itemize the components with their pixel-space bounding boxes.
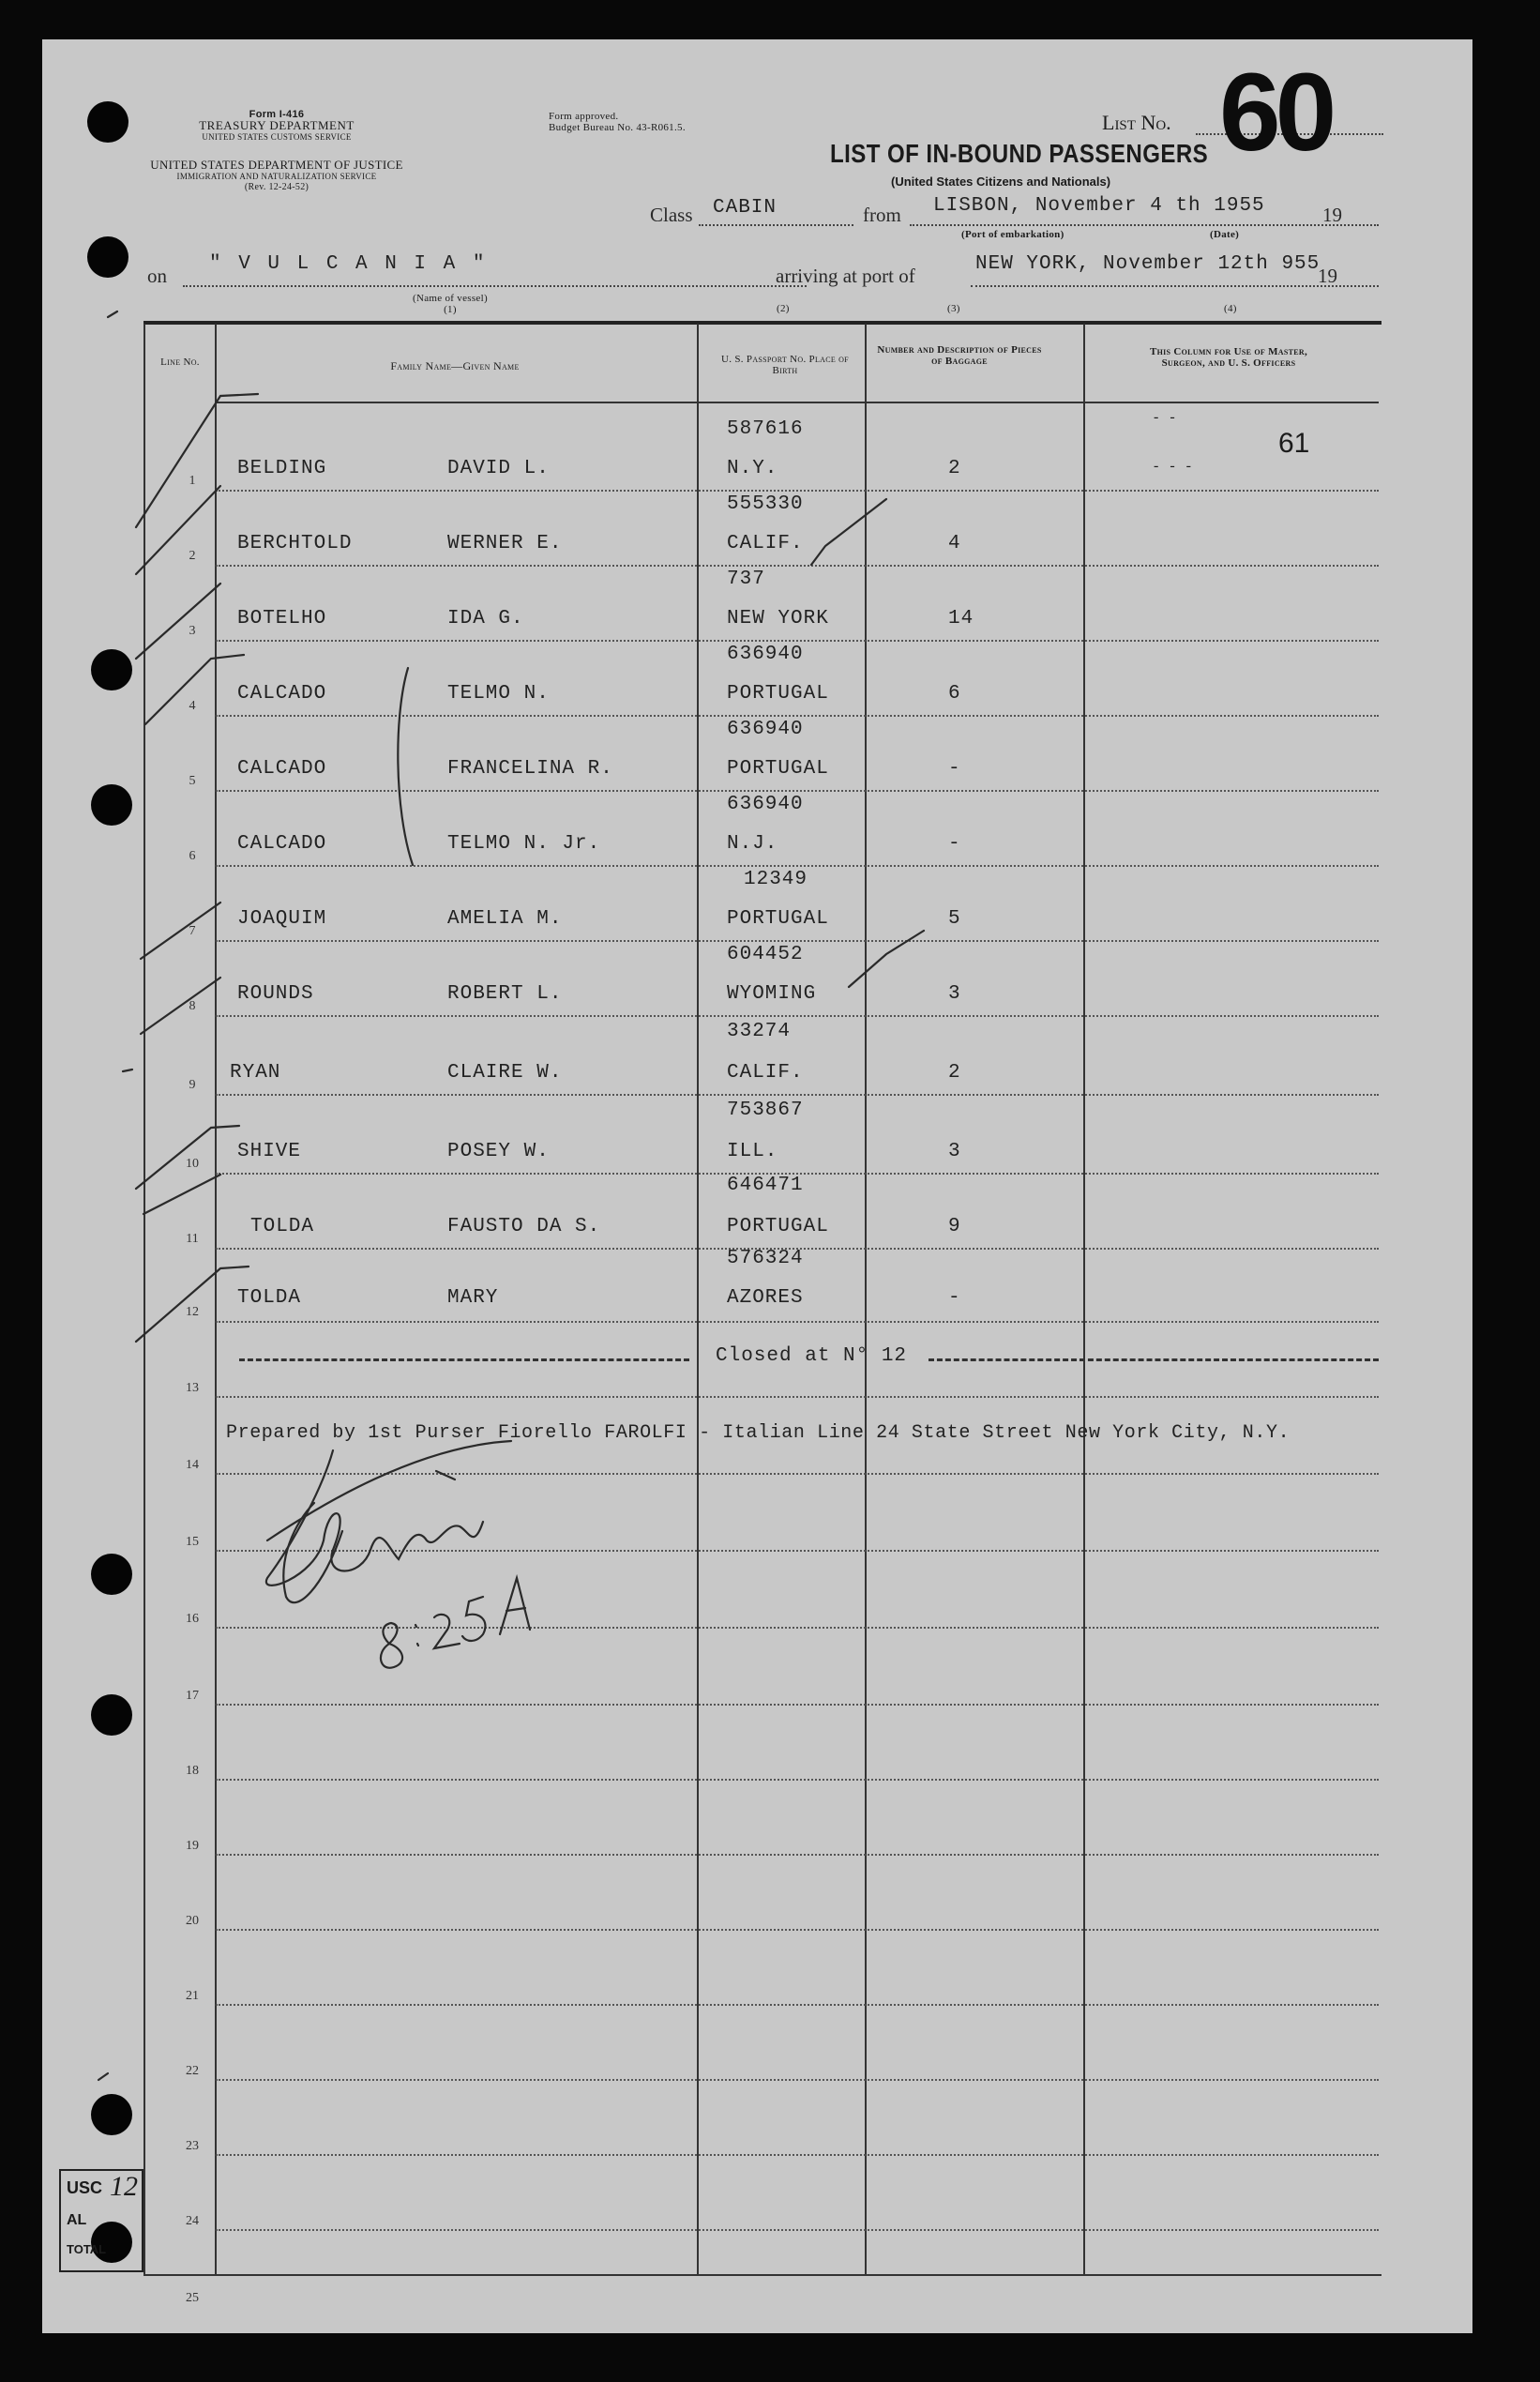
line-number: 15 [186,1535,199,1549]
given-name: MARY [447,1287,499,1309]
given-name: POSEY W. [447,1141,550,1162]
family-name: CALCADO [237,833,327,855]
closed-note: Closed at N° 12 [716,1345,908,1367]
date-caption: (Date) [1210,229,1240,240]
customs-service: UNITED STATES CUSTOMS SERVICE [202,132,352,142]
passport-number: 587616 [727,418,804,440]
col-header-line-no: Line No. [160,357,200,368]
line-number: 2 [189,549,196,563]
passenger-list-sheet: Form I-416 TREASURY DEPARTMENT UNITED STATES CUSTOMS SERVICE UNITED STATES DEPARTMENT OF JUSTICE IMMIGRATION AND NATURALIZATION SERVICE (Rev. 12-24-52) Form approved. Budget Bureau No. 43-R061.5. List No. 60 LIST OF IN-BOUND PASSENGERS (United States Citizens and Nationals) Class CABIN from LISBON, November 4 th 1955 19 (Port of embarkation) (Date) on " V U L C A N I A " (Name of vessel) (1) arriving at port of NEW YORK, November 12th 955 19 (2) (3) (4) Line No. Family Name—Given Name U. S. Passport No. Place of Birth Number and Description of Pieces of Baggage This Column for Use of Master, Surgeon, and U. S. Officers - - - - - 61 1 BELDING DAVID L. 587616 N.Y. 2 2 BERCHTOLD WERNER E. 555330 CALIF. 4 3 BOTELHO IDA G. 737 NEW YORK 14 4 CALCADO TELMO N. 636940 PORTUGAL 6 5 CALCADO FRANCELINA R. 636940 PORTUGAL - 6 CALCADO TELMO N. Jr. 636940 N.J. - 7 JOAQUIM AMELIA M. 12349 PORTUGAL 5 8 ROUNDS ROBERT L. 604452 WYOMING 3 9 RYAN CLAIRE W. 33274 CALIF. 2 10 SHIVE POSEY W. 753867 ILL. 3 11 TOLDA FAUSTO DA S. 646471 PORTUGAL 9 12 TOLDA MARY 576324 AZORES - 13 14 15 16 17 18 19 20 21 22 23 24 25 Closed at N° 12 Prepared by 1st Purser Fiorello FAROLFI - Italian Line 24 State Street New York City, N.Y. USC 12 AL TOTAL [42,39,1472,2333]
birth-place: AZORES [727,1287,804,1309]
given-name: TELMO N. [447,683,550,705]
family-name: CALCADO [237,758,327,780]
birth-place: PORTUGAL [727,1216,829,1237]
list-number: 60 [1219,51,1332,174]
page-subtitle: (United States Citizens and Nationals) [891,174,1111,189]
column-1-caption: (1) [444,304,457,315]
justice-department: UNITED STATES DEPARTMENT OF JUSTICE [150,158,403,172]
line-number: 21 [186,1989,199,2003]
col-header-officers: This Column for Use of Master, Surgeon, and U. S. Officers [1149,346,1307,369]
baggage-count: - [948,758,961,780]
stamp-label: AL [67,2212,87,2228]
baggage-count: 3 [948,983,961,1005]
page-title: LIST OF IN-BOUND PASSENGERS [830,139,1209,168]
vessel-name: " V U L C A N I A " [209,253,488,275]
line-number: 12 [186,1305,199,1319]
passport-number: 636940 [727,719,804,740]
baggage-count: - [948,833,961,855]
family-name: ROUNDS [237,983,314,1005]
form-approved: Form approved. [549,111,619,122]
column-2-caption: (2) [777,303,790,314]
col-header-name: Family Name—Given Name [390,359,520,372]
stamp-label: USC [67,2178,103,2197]
line-number: 3 [189,624,196,638]
arriving-label: arriving at port of [776,265,915,287]
on-label: on [147,265,167,287]
line-number: 9 [189,1078,196,1092]
passport-number: 604452 [727,944,804,965]
passport-number: 12349 [744,869,808,890]
passport-number: 646471 [727,1175,804,1196]
birth-place: PORTUGAL [727,683,829,705]
birth-place: CALIF. [727,1062,804,1084]
baggage-count: 6 [948,683,961,705]
given-name: WERNER E. [447,533,563,554]
passport-number: 636940 [727,644,804,665]
list-no-label: List No. [1102,111,1171,134]
family-name: TOLDA [250,1216,315,1237]
column-4-caption: (4) [1224,303,1237,314]
given-name: CLAIRE W. [447,1062,563,1084]
line-number: 20 [186,1914,199,1928]
form-number: Form I-416 [249,109,305,120]
baggage-count: 2 [948,1062,961,1084]
line-number: 5 [189,774,196,788]
line-number: 22 [186,2064,199,2078]
line-number: 14 [186,1458,199,1472]
budget-bureau: Budget Bureau No. 43-R061.5. [549,122,686,133]
line-number: 11 [186,1232,199,1246]
birth-place: PORTUGAL [727,758,829,780]
vessel-caption: (Name of vessel) [413,293,488,304]
line-number: 8 [189,999,196,1013]
passport-number: 636940 [727,794,804,815]
line-number: 1 [189,474,196,488]
family-name: BELDING [237,458,327,479]
port-embarkation-caption: (Port of embarkation) [961,229,1064,240]
arrival-port-value: NEW YORK, November 12th 955 [975,253,1321,275]
col-header-passport: U. S. Passport No. Place of Birth [721,354,849,376]
line-number: 4 [189,699,196,713]
immigration-service: IMMIGRATION AND NATURALIZATION SERVICE [176,172,377,181]
passport-number: 33274 [727,1021,792,1042]
usc-stamp [59,2169,143,2272]
line-number: 13 [186,1381,199,1395]
line-number: 16 [186,1612,199,1626]
officer-note: 61 [1278,428,1310,459]
year-prefix: 19 [1322,204,1342,226]
given-name: FAUSTO DA S. [447,1216,601,1237]
birth-place: WYOMING [727,983,817,1005]
given-name: TELMO N. Jr. [447,833,601,855]
birth-place: ILL. [727,1141,778,1162]
baggage-count: 3 [948,1141,961,1162]
family-name: BERCHTOLD [237,533,353,554]
line-number: 6 [189,849,196,863]
given-name: ROBERT L. [447,983,563,1005]
family-name: TOLDA [237,1287,302,1309]
passport-number: 737 [727,569,765,590]
family-name: CALCADO [237,683,327,705]
given-name: IDA G. [447,608,524,630]
baggage-count: - [948,1287,961,1309]
line-number: 7 [189,924,196,938]
baggage-count: 9 [948,1216,961,1237]
embarkation-value: LISBON, November 4 th 1955 [933,195,1265,217]
birth-place: NEW YORK [727,608,829,630]
stamp-label: TOTAL [67,2242,107,2256]
column-3-caption: (3) [947,303,960,314]
prepared-by-note: Prepared by 1st Purser Fiorello FAROLFI - Italian Line 24 State Street New York City, N.Y. [226,1422,1291,1444]
line-number: 24 [186,2214,199,2228]
line-number: 17 [186,1689,199,1703]
baggage-count: 14 [948,608,974,630]
given-name: FRANCELINA R. [447,758,613,780]
col-header-baggage: Number and Description of Pieces of Baggage [877,344,1042,367]
baggage-count: 2 [948,458,961,479]
family-name: RYAN [230,1062,281,1084]
line-number: 19 [186,1839,199,1853]
treasury-department: TREASURY DEPARTMENT [199,118,355,132]
line-number: 18 [186,1764,199,1778]
family-name: SHIVE [237,1141,302,1162]
family-name: JOAQUIM [237,908,327,930]
passport-number: 555330 [727,493,804,515]
family-name: BOTELHO [237,608,327,630]
birth-place: N.Y. [727,458,778,479]
baggage-count: 4 [948,533,961,554]
revision-date: (Rev. 12-24-52) [244,182,310,192]
passport-number: 753867 [727,1100,804,1121]
year-prefix: 19 [1318,265,1337,287]
birth-place: N.J. [727,833,778,855]
stamp-value: 12 [110,2171,138,2202]
handwritten-marks [42,39,1472,2333]
birth-place: PORTUGAL [727,908,829,930]
line-number: 25 [186,2291,199,2305]
baggage-count: 5 [948,908,961,930]
line-number: 10 [186,1157,199,1171]
given-name: DAVID L. [447,458,550,479]
class-value: CABIN [713,197,778,219]
line-number: 23 [186,2139,199,2153]
from-label: from [863,204,901,226]
given-name: AMELIA M. [447,908,563,930]
class-label: Class [650,204,693,226]
passport-number: 576324 [727,1248,804,1269]
birth-place: CALIF. [727,533,804,554]
